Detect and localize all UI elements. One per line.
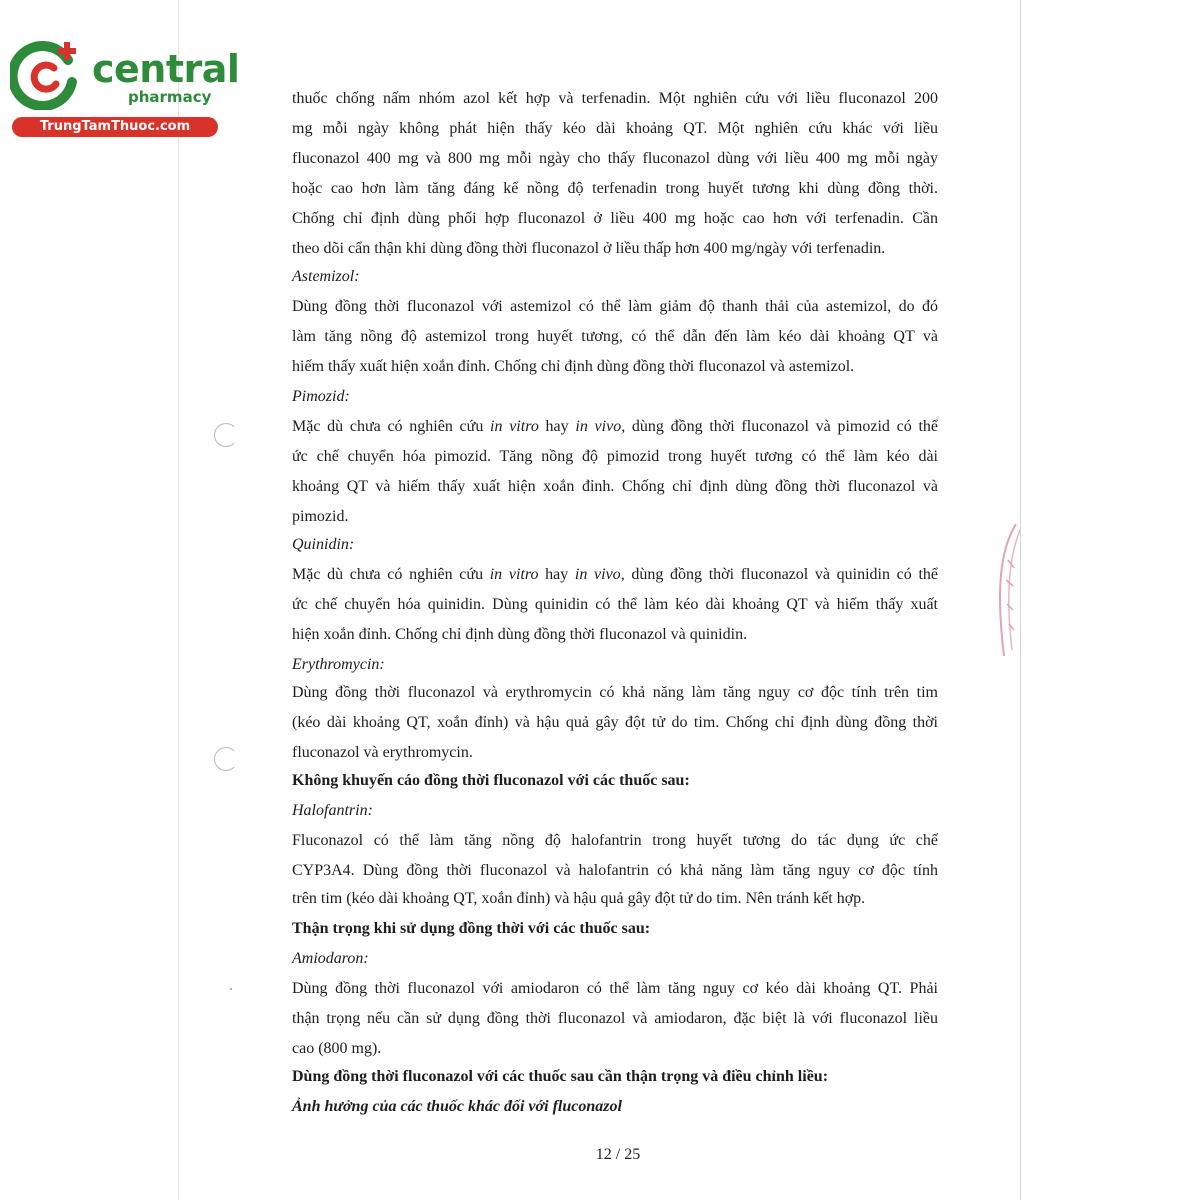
page-edge-left [178, 0, 179, 1200]
text-line: thận trọng nếu cần sử dụng đồng thời fluconazol và amiodaron, đặc biệt là với fluconazol liều [292, 1010, 938, 1027]
subsection-heading: Ảnh hưởng của các thuốc khác đối với fluconazol [292, 1098, 622, 1115]
text-line: Dùng đồng thời fluconazol với amiodaron có thể làm tăng nguy cơ kéo dài khoảng QT. Phải [292, 980, 938, 997]
page-number: 12 / 25 [595, 1146, 641, 1163]
text-line: pimozid. [292, 508, 349, 525]
punch-hole-bottom [214, 747, 238, 771]
section-heading: Erythromycin: [292, 656, 385, 673]
text-line: Fluconazol có thể làm tăng nồng độ halofantrin trong huyết tương do tác dụng ức chế [292, 832, 938, 849]
text-line: ức chế chuyển hóa pimozid. Tăng nồng độ pimozid trong huyết tương có thể làm kéo dài [292, 448, 938, 465]
text-line: Mặc dù chưa có nghiên cứu in vitro hay in vivo, dùng đồng thời fluconazol và pimozid có thể [292, 418, 939, 435]
logo-name: central [92, 47, 240, 91]
page-margin-left [0, 0, 178, 1200]
text-line: khoảng QT và hiếm thấy xuất hiện xoắn đỉnh. Chống chỉ định dùng đồng thời fluconazol và [292, 478, 938, 495]
speck [230, 988, 232, 990]
text-line: hiếm thấy xuất hiện xoắn đỉnh. Chống chỉ định dùng đồng thời fluconazol và astemizol. [292, 358, 855, 375]
text-line: (kéo dài khoảng QT, xoắn đỉnh) và hậu quả gây đột tử do tim. Chống chỉ định dùng đồng thời [292, 714, 938, 731]
section-heading: Amiodaron: [292, 950, 369, 967]
text-line: trên tim (kéo dài khoảng QT, xoắn đỉnh) và hậu quả gây đột tử do tim. Nên tránh kết hợp. [292, 890, 866, 907]
text-line: fluconazol 400 mg và 800 mg mỗi ngày cho thấy fluconazol dùng với liều 400 mg mỗi ngày [292, 150, 938, 167]
text-line: hoặc cao hơn làm tăng đáng kể nồng độ terfenadin trong huyết tương khi dùng đồng thời. [292, 180, 938, 197]
text-line: Dùng đồng thời fluconazol và erythromycin có khả năng làm tăng nguy cơ độc tính trên tim [292, 684, 938, 701]
subsection-heading: Thận trọng khi sử dụng đồng thời với các thuốc sau: [292, 920, 651, 937]
subsection-heading: Không khuyến cáo đồng thời fluconazol với các thuốc sau: [292, 772, 690, 789]
text-line: mg mỗi ngày không phát hiện thấy kéo dài khoảng QT. Một nghiên cứu khác với liều [292, 120, 938, 137]
text-line: thuốc chống nấm nhóm azol kết hợp và terfenadin. Một nghiên cứu với liều fluconazol 200 [292, 90, 938, 107]
section-heading: Quinidin: [292, 536, 355, 553]
text-line: theo dõi cẩn thận khi dùng đồng thời fluconazol ở liều thấp hơn 400 mg/ngày với terfenadin. [292, 240, 886, 257]
text-line: Chống chỉ định dùng phối hợp fluconazol ở liều 400 mg hoặc cao hơn với terfenadin. Cần [292, 210, 938, 227]
page-margin-right [1021, 0, 1200, 1200]
text-line: fluconazol và erythromycin. [292, 744, 473, 761]
pharmacy-cross-icon [10, 38, 82, 110]
section-heading: Astemizol: [292, 268, 360, 285]
stamp-fragment [986, 520, 1022, 660]
text-line: CYP3A4. Dùng đồng thời fluconazol và halofantrin có khả năng làm tăng nguy cơ độc tính [292, 862, 938, 879]
punch-hole-top [214, 423, 238, 447]
text-line: Mặc dù chưa có nghiên cứu in vitro hay in vivo, dùng đồng thời fluconazol và quinidin có thể [292, 566, 938, 583]
text-line: Dùng đồng thời fluconazol với astemizol có thể làm giảm độ thanh thải của astemizol, do đó [292, 298, 938, 315]
logo-subtitle: pharmacy [128, 88, 212, 106]
section-heading: Pimozid: [292, 388, 350, 405]
subsection-heading: Dùng đồng thời fluconazol với các thuốc sau cần thận trọng và điều chỉnh liều: [292, 1068, 829, 1085]
logo-url-badge: TrungTamThuoc.com [12, 117, 218, 137]
text-line: làm tăng nồng độ astemizol trong huyết tương, có thể dẫn đến làm kéo dài khoảng QT và [292, 328, 938, 345]
text-line: hiện xoắn đỉnh. Chống chỉ định dùng đồng thời fluconazol và quinidin. [292, 626, 748, 643]
section-heading: Halofantrin: [292, 802, 373, 819]
text-line: cao (800 mg). [292, 1040, 382, 1057]
text-line: ức chế chuyển hóa quinidin. Dùng quinidin có thể làm kéo dài khoảng QT và hiếm thấy xuất [292, 596, 938, 613]
central-pharmacy-logo [8, 36, 240, 140]
